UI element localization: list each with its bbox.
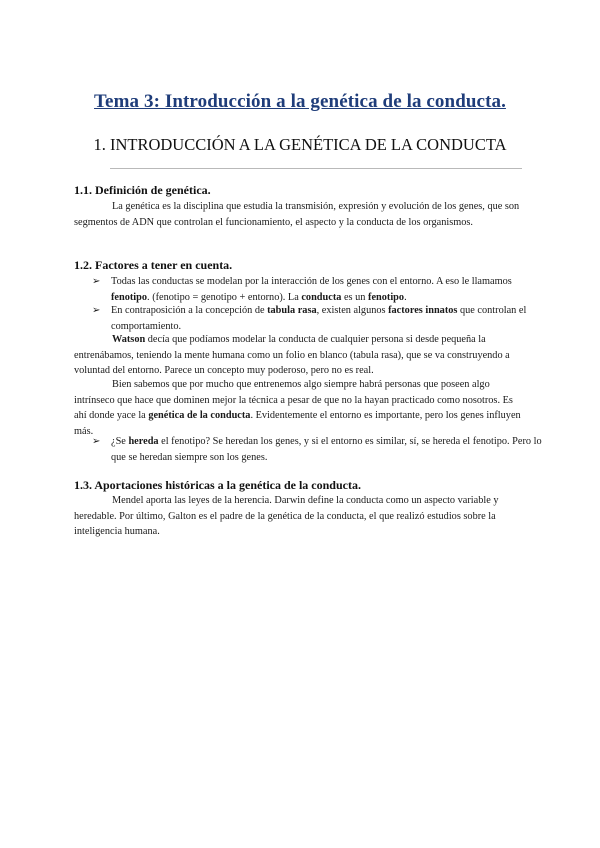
- keyword-tabula-rasa: tabula rasa: [267, 305, 317, 316]
- keyword-hereda: hereda: [128, 436, 159, 447]
- bullet-item-hereda: ➢ ¿Se hereda el fenotipo? Se heredan los genes, y si el entorno es similar, sí, se hereda el fenotipo. Pero lo que se heredan siempre son los genes.: [92, 436, 542, 463]
- heading-aportaciones: 1.3. Aportaciones históricas a la genética de la conducta.: [74, 478, 361, 492]
- paragraph-aportaciones: Mendel aporta las leyes de la herencia. Darwin define la conducta como un aspecto variable y heredable. Por último, Galton es el padre de la genética de la conducta, el que realizó estudios sobre la inteligencia humana.: [74, 495, 499, 538]
- paragraph-watson: Watson decía que podíamos modelar la conducta de cualquier persona si desde pequeña la entrenábamos, teniendo la mente humana como un folio en blanco (tabula rasa), que se va construyendo a voluntad del entorno. Parece un concepto muy poderoso, pero no es real.: [74, 334, 510, 377]
- keyword-genetica-de-la-conducta: genética de la conducta: [148, 410, 251, 422]
- heading-factores: 1.2. Factores a tener en cuenta.: [74, 258, 233, 272]
- document-title: Tema 3: Introducción a la genética de la conducta.: [94, 91, 506, 112]
- paragraph-definicion: La genética es la disciplina que estudia la transmisión, expresión y evolución de los genes, que son segmentos de ADN que controlan el funcionamiento, el aspecto y la conducta de los organismos.: [74, 201, 520, 228]
- arrow-bullet-icon: ➢: [92, 305, 101, 316]
- bullet-item-tabula-rasa: ➢ En contraposición a la concepción de tabula rasa, existen algunos factores innatos que controlan el comportamiento.: [92, 305, 527, 332]
- arrow-bullet-icon: ➢: [92, 436, 101, 447]
- keyword-conducta: conducta: [301, 291, 342, 303]
- section-title: 1. INTRODUCCIÓN A LA GENÉTICA DE LA CONDUCTA: [93, 135, 507, 154]
- keyword-watson: Watson: [112, 334, 146, 345]
- paragraph-genetica-conducta: Bien sabemos que por mucho que entrenemos algo siempre habrá personas que poseen algo intrínseco que hace que dominen mejor la técnica a pesar de que no la hayan practicado como nosotros. Es ahí donde yace la genética de la conducta. Evidentemente el entorno es importante, pero los genes influyen más.: [74, 379, 521, 437]
- keyword-fenotipo: fenotipo: [111, 291, 148, 303]
- keyword-factores-innatos: factores innatos: [388, 305, 458, 316]
- keyword-fenotipo-2: fenotipo: [368, 291, 405, 303]
- section-divider: [110, 168, 522, 169]
- heading-definicion: 1.1. Definición de genética.: [74, 183, 211, 197]
- arrow-bullet-icon: ➢: [92, 276, 101, 287]
- bullet-item-fenotipo: ➢ Todas las conductas se modelan por la interacción de los genes con el entorno. A eso le llamamos fenotipo. (fenotipo = genotipo + entorno). La conducta es un fenotipo.: [92, 276, 512, 303]
